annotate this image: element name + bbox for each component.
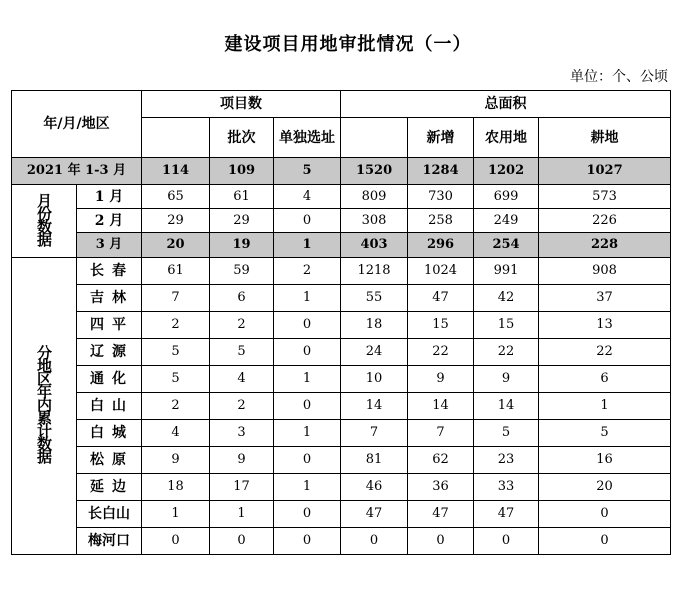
cell: 1 — [274, 233, 341, 258]
projects-group-header: 项目数 — [142, 91, 341, 118]
cell: 0 — [142, 528, 210, 555]
cell: 1024 — [408, 258, 474, 285]
cell: 47 — [474, 501, 539, 528]
cell: 22 — [539, 339, 671, 366]
cell: 15 — [474, 312, 539, 339]
single-site-header: 单独选址 — [274, 118, 341, 158]
row-label: 吉林 — [77, 285, 142, 312]
row-label: 3 月 — [77, 233, 142, 258]
cell: 226 — [539, 209, 671, 233]
cell: 17 — [210, 474, 274, 501]
cell: 36 — [408, 474, 474, 501]
cell: 1 — [274, 285, 341, 312]
unit-label: 单位：个、公顷 — [570, 69, 668, 85]
cell: 9 — [142, 447, 210, 474]
cell: 14 — [408, 393, 474, 420]
row-label: 延边 — [77, 474, 142, 501]
cell: 47 — [341, 501, 408, 528]
cell: 0 — [210, 528, 274, 555]
cell: 9 — [408, 366, 474, 393]
cell: 81 — [341, 447, 408, 474]
cell: 1 — [539, 393, 671, 420]
cell: 5 — [142, 366, 210, 393]
cell: 403 — [341, 233, 408, 258]
cell: 0 — [274, 339, 341, 366]
batches-header: 批次 — [210, 118, 274, 158]
area-group-header: 总面积 — [341, 91, 671, 118]
cell: 15 — [408, 312, 474, 339]
cell: 4 — [274, 185, 341, 209]
table-row — [12, 501, 671, 528]
cell: 0 — [274, 209, 341, 233]
table-row — [12, 474, 671, 501]
cell: 1218 — [341, 258, 408, 285]
regional-group-label: 分地区年内累计数据 — [12, 258, 77, 555]
cell: 6 — [539, 366, 671, 393]
cell: 47 — [408, 501, 474, 528]
cell: 4 — [210, 366, 274, 393]
table-row — [12, 420, 671, 447]
cell: 16 — [539, 447, 671, 474]
cell: 1 — [210, 501, 274, 528]
cell: 19 — [210, 233, 274, 258]
cell: 109 — [210, 158, 274, 185]
cell: 1 — [142, 501, 210, 528]
cell: 10 — [341, 366, 408, 393]
cell: 0 — [539, 501, 671, 528]
cell: 14 — [341, 393, 408, 420]
cell: 1 — [274, 366, 341, 393]
row-label: 四平 — [77, 312, 142, 339]
cell: 0 — [408, 528, 474, 555]
cell: 5 — [274, 158, 341, 185]
cell: 29 — [142, 209, 210, 233]
row-label: 1 月 — [77, 185, 142, 209]
cell: 0 — [274, 393, 341, 420]
cell: 20 — [539, 474, 671, 501]
new-added-header: 新增 — [408, 118, 474, 158]
cell: 7 — [408, 420, 474, 447]
row-label: 长白山 — [77, 501, 142, 528]
table-row — [12, 393, 671, 420]
table-row — [12, 233, 671, 258]
cell: 0 — [341, 528, 408, 555]
cell: 23 — [474, 447, 539, 474]
cell: 5 — [539, 420, 671, 447]
table-row — [12, 447, 671, 474]
cell: 228 — [539, 233, 671, 258]
cell: 809 — [341, 185, 408, 209]
cell: 65 — [142, 185, 210, 209]
row-label: 2 月 — [77, 209, 142, 233]
cell: 3 — [210, 420, 274, 447]
table-row — [12, 339, 671, 366]
cell: 730 — [408, 185, 474, 209]
cell: 5 — [142, 339, 210, 366]
cell: 9 — [210, 447, 274, 474]
cell: 14 — [474, 393, 539, 420]
cell: 2 — [210, 393, 274, 420]
farmland-header: 农用地 — [474, 118, 539, 158]
cell: 114 — [142, 158, 210, 185]
cell: 22 — [408, 339, 474, 366]
cell: 1520 — [341, 158, 408, 185]
table-row — [12, 185, 671, 209]
cell: 46 — [341, 474, 408, 501]
summary-row — [12, 158, 671, 185]
cell: 1284 — [408, 158, 474, 185]
land-approval-table — [11, 90, 671, 555]
cell: 1027 — [539, 158, 671, 185]
cell: 258 — [408, 209, 474, 233]
cell: 18 — [142, 474, 210, 501]
cell: 22 — [474, 339, 539, 366]
cell: 61 — [142, 258, 210, 285]
cell: 254 — [474, 233, 539, 258]
cell: 0 — [274, 528, 341, 555]
cell: 699 — [474, 185, 539, 209]
cell: 62 — [408, 447, 474, 474]
table-row — [12, 258, 671, 285]
table-row — [12, 285, 671, 312]
cell: 24 — [341, 339, 408, 366]
cell: 47 — [408, 285, 474, 312]
cell: 991 — [474, 258, 539, 285]
cell: 4 — [142, 420, 210, 447]
cell: 61 — [210, 185, 274, 209]
cell: 37 — [539, 285, 671, 312]
row-label: 白城 — [77, 420, 142, 447]
cell: 5 — [474, 420, 539, 447]
cell: 6 — [210, 285, 274, 312]
cell: 42 — [474, 285, 539, 312]
page-title: 建设项目用地审批情况（一） — [224, 34, 472, 55]
cell: 0 — [474, 528, 539, 555]
table-row — [12, 366, 671, 393]
cell: 13 — [539, 312, 671, 339]
cell: 2 — [142, 312, 210, 339]
cell: 1 — [274, 420, 341, 447]
table-row — [12, 209, 671, 233]
monthly-group-label: 月份数据 — [12, 185, 77, 258]
cell: 1 — [274, 474, 341, 501]
cell: 20 — [142, 233, 210, 258]
cell: 308 — [341, 209, 408, 233]
cell: 9 — [474, 366, 539, 393]
cell: 33 — [474, 474, 539, 501]
cell: 0 — [539, 528, 671, 555]
arable-header: 耕地 — [539, 118, 671, 158]
row-label: 白山 — [77, 393, 142, 420]
row-label-header: 年/月/地区 — [12, 91, 142, 158]
row-label: 辽源 — [77, 339, 142, 366]
row-label: 通化 — [77, 366, 142, 393]
row-label: 松原 — [77, 447, 142, 474]
cell: 2 — [210, 312, 274, 339]
cell: 7 — [341, 420, 408, 447]
cell: 18 — [341, 312, 408, 339]
table-row — [12, 528, 671, 555]
cell: 249 — [474, 209, 539, 233]
cell: 296 — [408, 233, 474, 258]
cell: 0 — [274, 312, 341, 339]
cell: 0 — [274, 501, 341, 528]
table-row — [12, 312, 671, 339]
cell: 0 — [274, 447, 341, 474]
cell: 59 — [210, 258, 274, 285]
cell: 908 — [539, 258, 671, 285]
cell: 55 — [341, 285, 408, 312]
cell: 5 — [210, 339, 274, 366]
cell: 1202 — [474, 158, 539, 185]
summary-label: 2021 年 1-3 月 — [12, 158, 142, 185]
row-label: 梅河口 — [77, 528, 142, 555]
area-total-header — [341, 118, 408, 158]
cell: 573 — [539, 185, 671, 209]
cell: 29 — [210, 209, 274, 233]
cell: 7 — [142, 285, 210, 312]
cell: 2 — [142, 393, 210, 420]
cell: 2 — [274, 258, 341, 285]
row-label: 长春 — [77, 258, 142, 285]
projects-total-header — [142, 118, 210, 158]
